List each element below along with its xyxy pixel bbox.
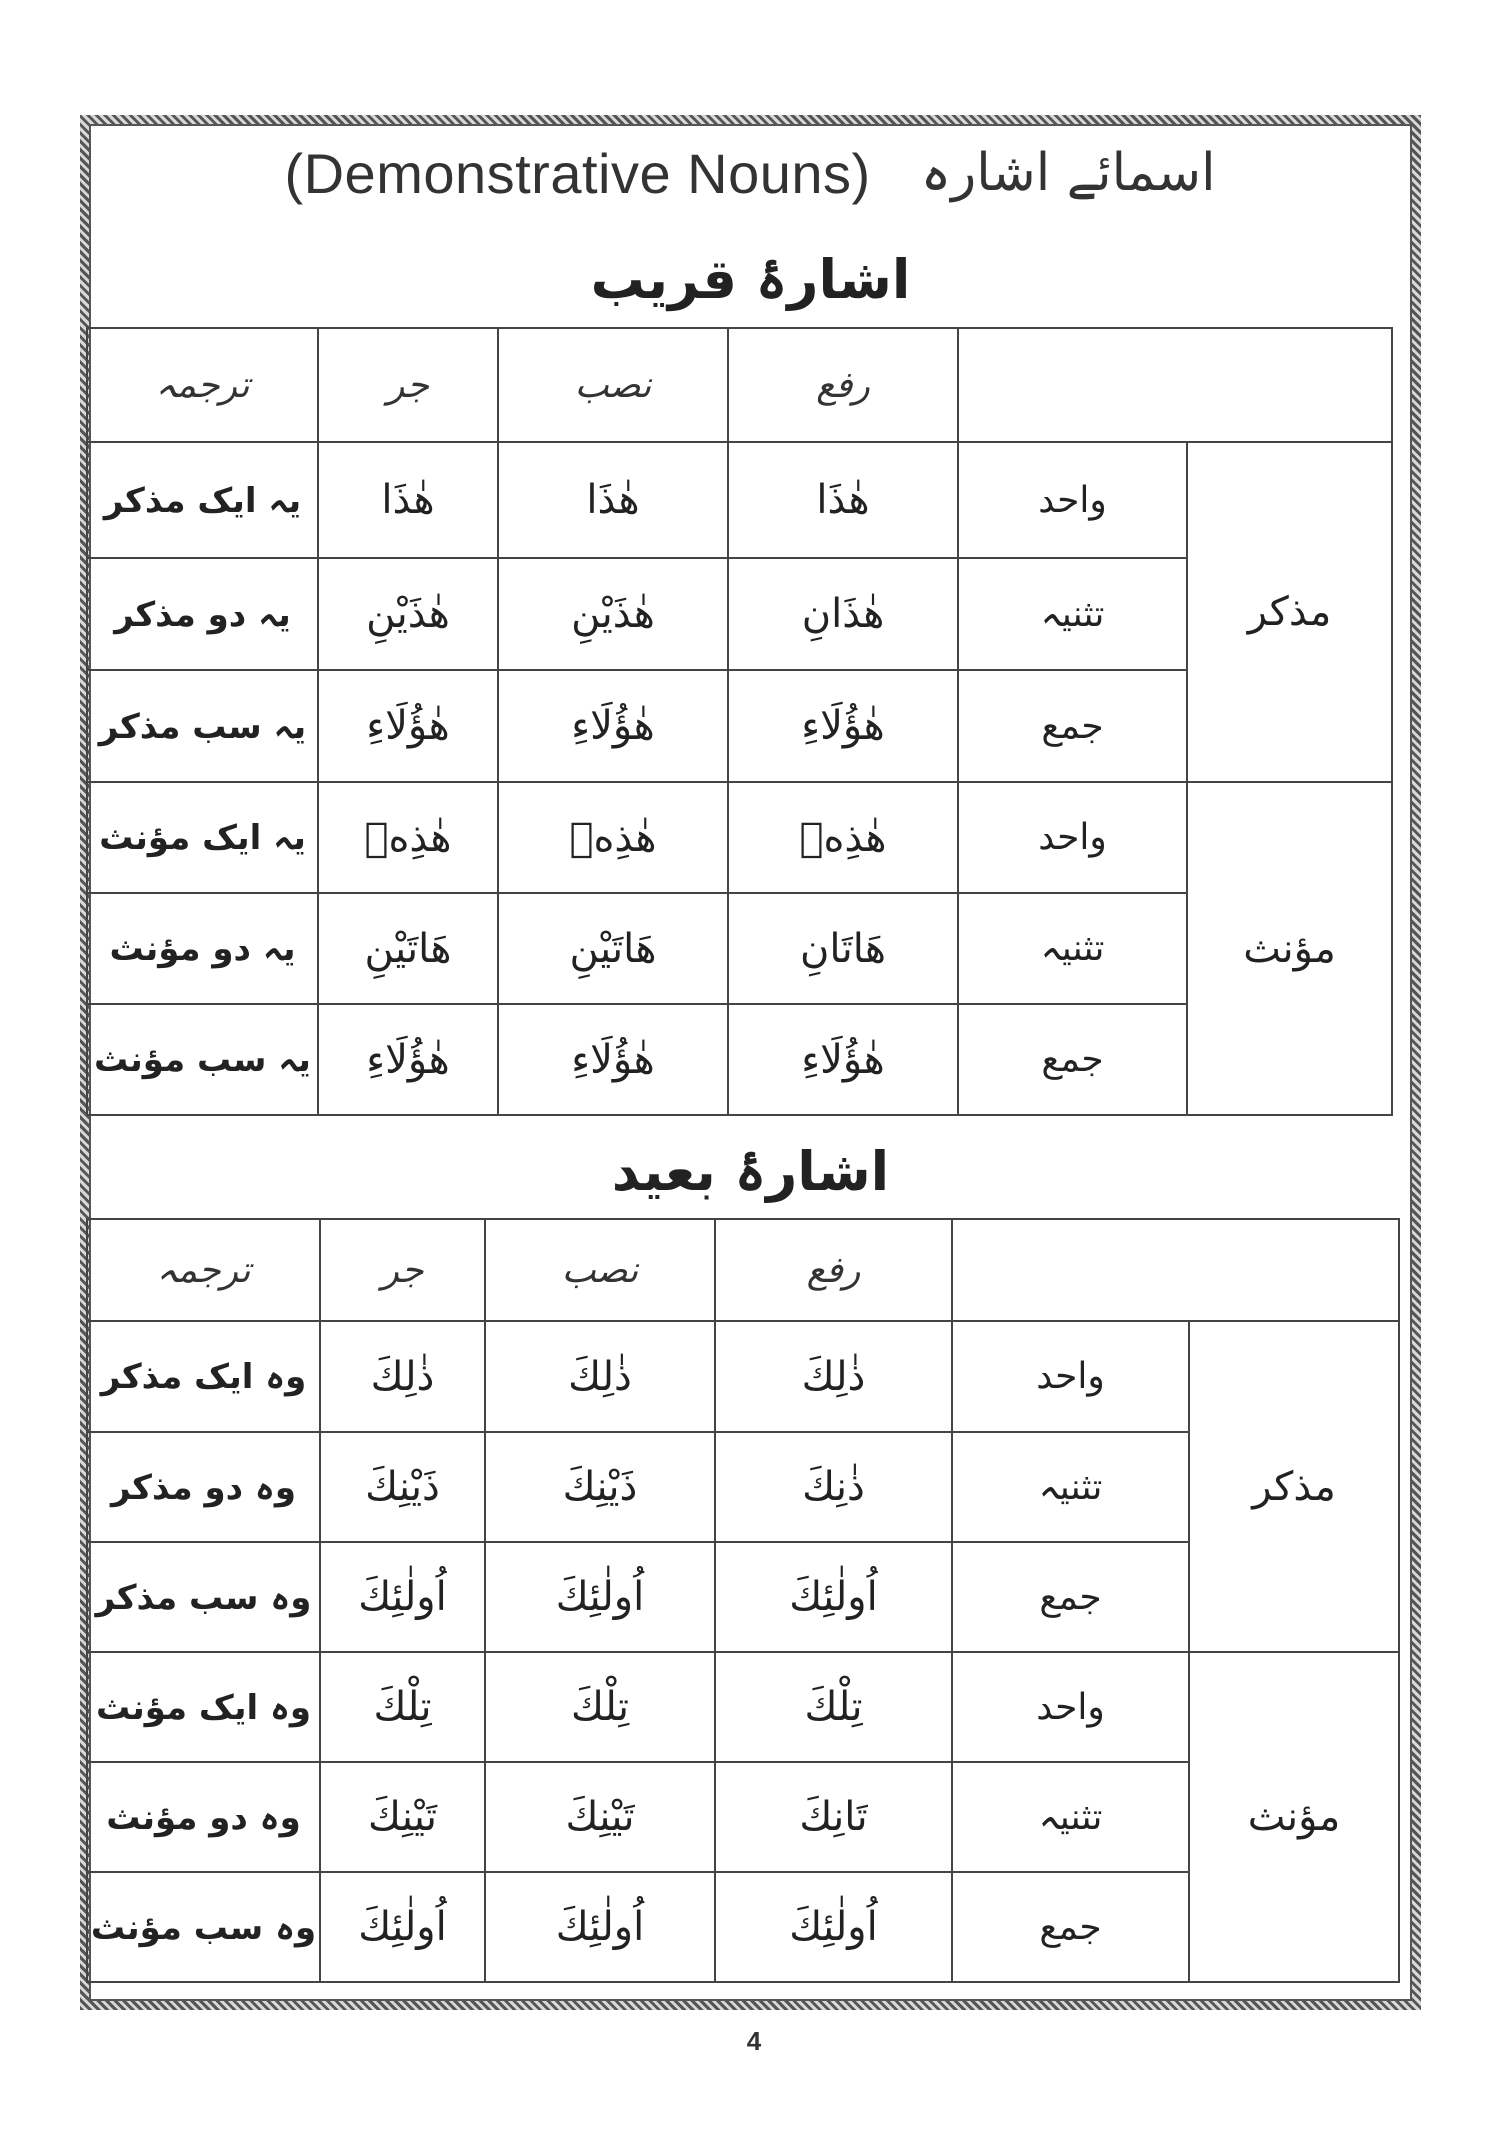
cell-number: واحد [958,782,1187,893]
col-header-tarjuma: ترجمہ [87,328,318,442]
header-empty [952,1219,1399,1321]
cell-jarr: هٰذَا [318,442,498,558]
table-header-row [87,328,1392,442]
cell-tarjuma: یہ ایک مؤنث [87,782,318,893]
cell-nasb: ذَيْنِكَ [485,1432,715,1542]
cell-raf: تَانِكَ [715,1762,952,1872]
col-header-jarr: جر [318,328,498,442]
cell-jarr: هٰذَيْنِ [318,558,498,670]
cell-jarr: اُولٰئِكَ [320,1872,485,1982]
cell-raf: هٰؤُلَاءِ [728,670,958,782]
cell-raf: ذٰنِكَ [715,1432,952,1542]
table-header-row [87,1219,1399,1321]
cell-tarjuma: یہ دو مذکر [87,558,318,670]
cell-number: واحد [958,442,1187,558]
cell-jarr: تَيْنِكَ [320,1762,485,1872]
table-row [87,782,1392,893]
table-near-demonstratives [86,327,1393,1116]
cell-tarjuma: وہ سب مؤنث [87,1872,320,1982]
cell-raf: ذٰلِكَ [715,1321,952,1432]
section-heading-far: اشارۂ بعید [611,1140,890,1203]
cell-number: تثنیہ [952,1432,1189,1542]
cell-number: جمع [958,1004,1187,1115]
cell-gender: مذکر [1187,442,1392,782]
table-row [87,442,1392,558]
table-row [87,1321,1399,1432]
cell-number: واحد [952,1652,1189,1762]
cell-tarjuma: یہ دو مؤنث [87,893,318,1004]
cell-raf: هٰذِهٖ [728,782,958,893]
cell-tarjuma: وہ دو مذکر [87,1432,320,1542]
cell-nasb: تَيْنِكَ [485,1762,715,1872]
cell-number: جمع [952,1872,1189,1982]
cell-raf: هٰذَانِ [728,558,958,670]
cell-nasb: هٰؤُلَاءِ [498,1004,728,1115]
cell-jarr: هَاتَيْنِ [318,893,498,1004]
cell-jarr: هٰذِهٖ [318,782,498,893]
cell-nasb: هَاتَيْنِ [498,893,728,1004]
cell-tarjuma: وہ دو مؤنث [87,1762,320,1872]
cell-number: تثنیہ [958,558,1187,670]
cell-jarr: ذٰلِكَ [320,1321,485,1432]
col-header-jarr: جر [320,1219,485,1321]
cell-nasb: هٰذَا [498,442,728,558]
col-header-nasb: نصب [485,1219,715,1321]
col-header-tarjuma: ترجمہ [87,1219,320,1321]
table-far-demonstratives [86,1218,1400,1983]
cell-nasb: هٰذَيْنِ [498,558,728,670]
cell-raf: هَاتَانِ [728,893,958,1004]
page-title [120,128,1380,218]
title-urdu: اسمائے اشارہ [920,143,1216,203]
section-heading-near: اشارۂ قریب [590,248,911,311]
cell-tarjuma: یہ سب مذکر [87,670,318,782]
col-header-nasb: نصب [498,328,728,442]
cell-number: تثنیہ [958,893,1187,1004]
cell-raf: هٰؤُلَاءِ [728,1004,958,1115]
cell-number: تثنیہ [952,1762,1189,1872]
cell-tarjuma: وہ سب مذکر [87,1542,320,1652]
cell-nasb: اُولٰئِكَ [485,1542,715,1652]
col-header-raf: رفع [728,328,958,442]
cell-gender: مؤنث [1187,782,1392,1115]
cell-raf: تِلْكَ [715,1652,952,1762]
cell-nasb: هٰذِهٖ [498,782,728,893]
cell-gender: مؤنث [1189,1652,1399,1982]
cell-number: واحد [952,1321,1189,1432]
cell-tarjuma: یہ ایک مذکر [87,442,318,558]
cell-jarr: هٰؤُلَاءِ [318,1004,498,1115]
cell-jarr: تِلْكَ [320,1652,485,1762]
cell-jarr: هٰؤُلَاءِ [318,670,498,782]
cell-jarr: ذَيْنِكَ [320,1432,485,1542]
header-empty [958,328,1392,442]
cell-raf: هٰذَا [728,442,958,558]
cell-tarjuma: وہ ایک مؤنث [87,1652,320,1762]
table-row [87,1652,1399,1762]
col-header-raf: رفع [715,1219,952,1321]
cell-gender: مذکر [1189,1321,1399,1652]
cell-number: جمع [958,670,1187,782]
cell-tarjuma: وہ ایک مذکر [87,1321,320,1432]
page-number: 4 [746,2026,762,2056]
cell-nasb: ذٰلِكَ [485,1321,715,1432]
cell-number: جمع [952,1542,1189,1652]
cell-raf: اُولٰئِكَ [715,1872,952,1982]
title-english: (Demonstrative Nouns) [284,141,871,205]
cell-tarjuma: یہ سب مؤنث [87,1004,318,1115]
cell-nasb: تِلْكَ [485,1652,715,1762]
cell-raf: اُولٰئِكَ [715,1542,952,1652]
cell-jarr: اُولٰئِكَ [320,1542,485,1652]
cell-nasb: اُولٰئِكَ [485,1872,715,1982]
cell-nasb: هٰؤُلَاءِ [498,670,728,782]
